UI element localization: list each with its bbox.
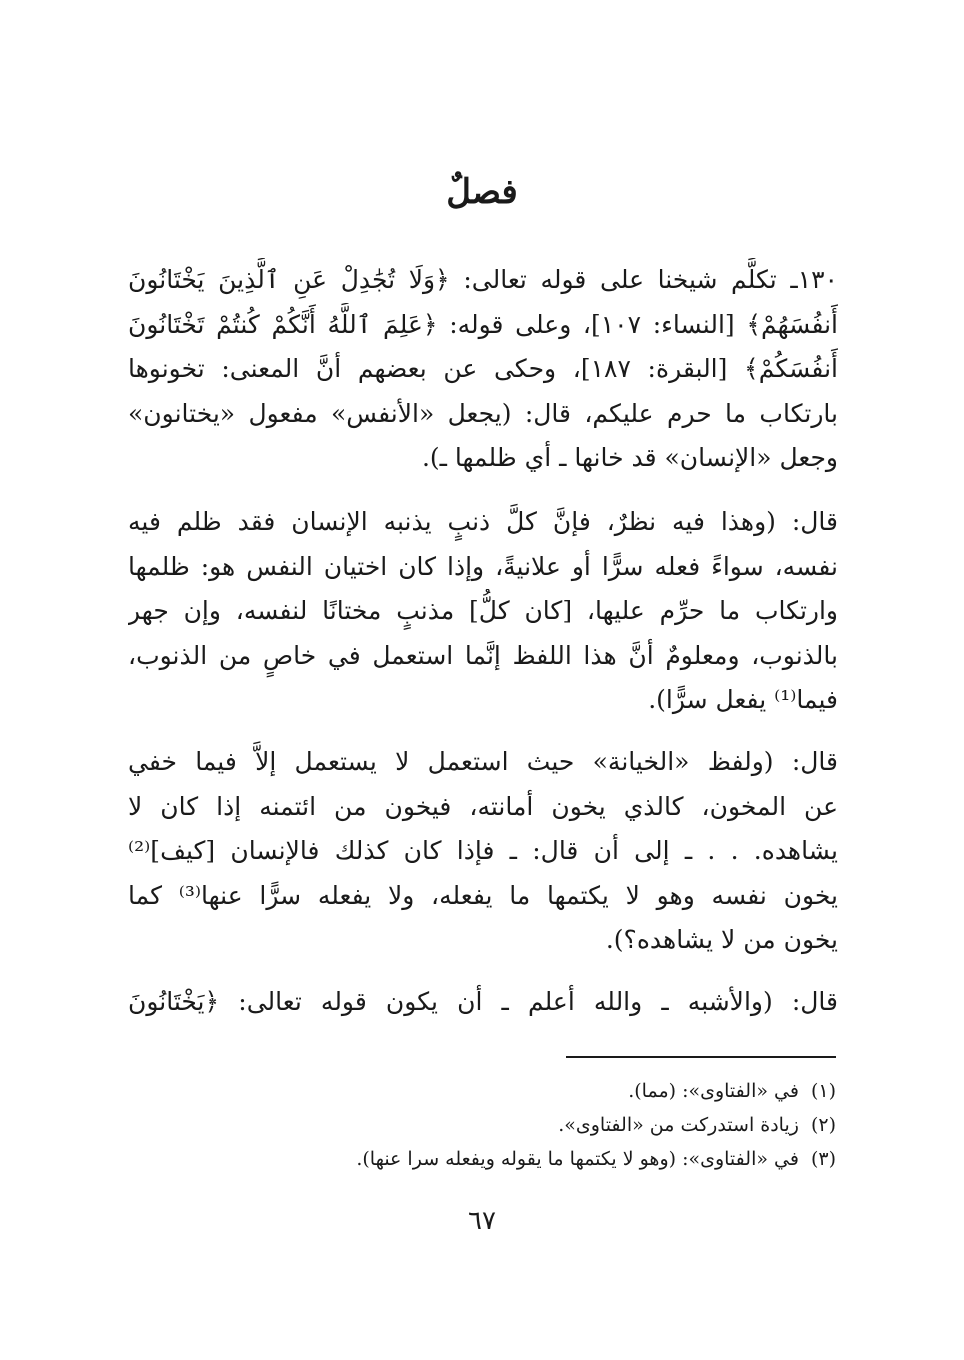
footnote-1 — [126, 1074, 836, 1108]
paragraph-3 — [128, 740, 838, 963]
footnote-3 — [126, 1142, 836, 1176]
page-number: ٦٧ — [468, 1206, 496, 1236]
footnote-text: زيادة استدركت من «الفتاوى». — [558, 1114, 799, 1136]
text-line: أَنفُسَكُمْ﴾ [البقرة: ١٨٧]، وحكى عن بعضهم أنَّ المعنى: تخونوها — [128, 354, 838, 383]
paragraph-2 — [128, 500, 838, 723]
footnote-text: في «الفتاوى»: (مما). — [628, 1080, 799, 1102]
text-line: بالذنوب، ومعلومٌ أنَّ هذا اللفظ إنَّما استعمل في خاصٍ من الذنوب، — [128, 640, 838, 670]
footnote-number: (١) — [810, 1080, 836, 1102]
text-line: قال: (وهذا فيه نظرٌ، فإنَّ كلَّ ذنبٍ يذنبه الإنسان فقد ظلم فيه — [128, 507, 838, 536]
text-line: يخون نفسه وهو لا يكتمها ما يفعله، ولا يفعله سرًّا عنها⁽³⁾ كما — [128, 880, 838, 910]
text-line: وارتكاب ما حرِّم عليها، [كان كلُّ] مذنبٍ مختانًا لنفسه، وإن جهر — [128, 596, 838, 625]
section-title: فصلٌ — [446, 172, 518, 212]
footnote-divider — [566, 1056, 836, 1058]
text-line: ١٣٠ـ تكلَّم شيخنا على قوله تعالى: ﴿وَلَا تُجَٰدِلْ عَنِ ٱلَّذِينَ يَخْتَانُونَ — [128, 265, 838, 294]
text-line: يخون من لا يشاهده؟). — [605, 925, 838, 954]
footnote-text: في «الفتاوى»: (وهو لا يكتمها ما يقوله ويفعله سرا عنها). — [356, 1148, 799, 1170]
text-line: قال: (ولفظ «الخيانة» حيث استعمل لا يستعمل إلاَّ فيما خفي — [128, 747, 838, 776]
paragraph-130 — [128, 258, 838, 481]
footnote-number: (٢) — [810, 1114, 836, 1136]
text-line: بارتكاب ما حرم عليكم، قال: (يجعل «الأنفس» مفعول «يختانون» — [128, 398, 838, 428]
footnote-2 — [126, 1108, 836, 1142]
footnote-number: (٣) — [810, 1148, 836, 1170]
text-line: يشاهده. . . ـ إلى أن قال: ـ فإذا كان كذلك فالإنسان [كيف]⁽²⁾ — [128, 836, 838, 865]
footnotes — [126, 1074, 836, 1176]
text-line: نفسه، سواءً فعله سرًّا أو علانيةً، وإذا كان اختيان النفس هو: ظلمها — [128, 551, 838, 581]
text-line: أَنفُسَهُمْ﴾ [النساء: ١٠٧]، وعلى قوله: ﴿عَلِمَ ٱللَّهُ أَنَّكُمْ كُنتُمْ تَخْتَانُونَ — [128, 309, 838, 339]
text-line: وجعل «الإنسان» قد خانها ـ أي ظلمها ـ). — [421, 443, 838, 472]
text-line: فيما⁽¹⁾ يفعل سرًّا). — [648, 685, 838, 714]
text-line: قال: (والأشبه ـ والله أعلم ـ أن يكون قوله تعالى: ﴿يَخْتَانُونَ — [128, 987, 838, 1016]
text-line: عن المخون، كالذي يخون أمانته، فيخون من ائتمنه إذا كان لا — [128, 791, 838, 821]
paragraph-4 — [128, 980, 838, 1025]
